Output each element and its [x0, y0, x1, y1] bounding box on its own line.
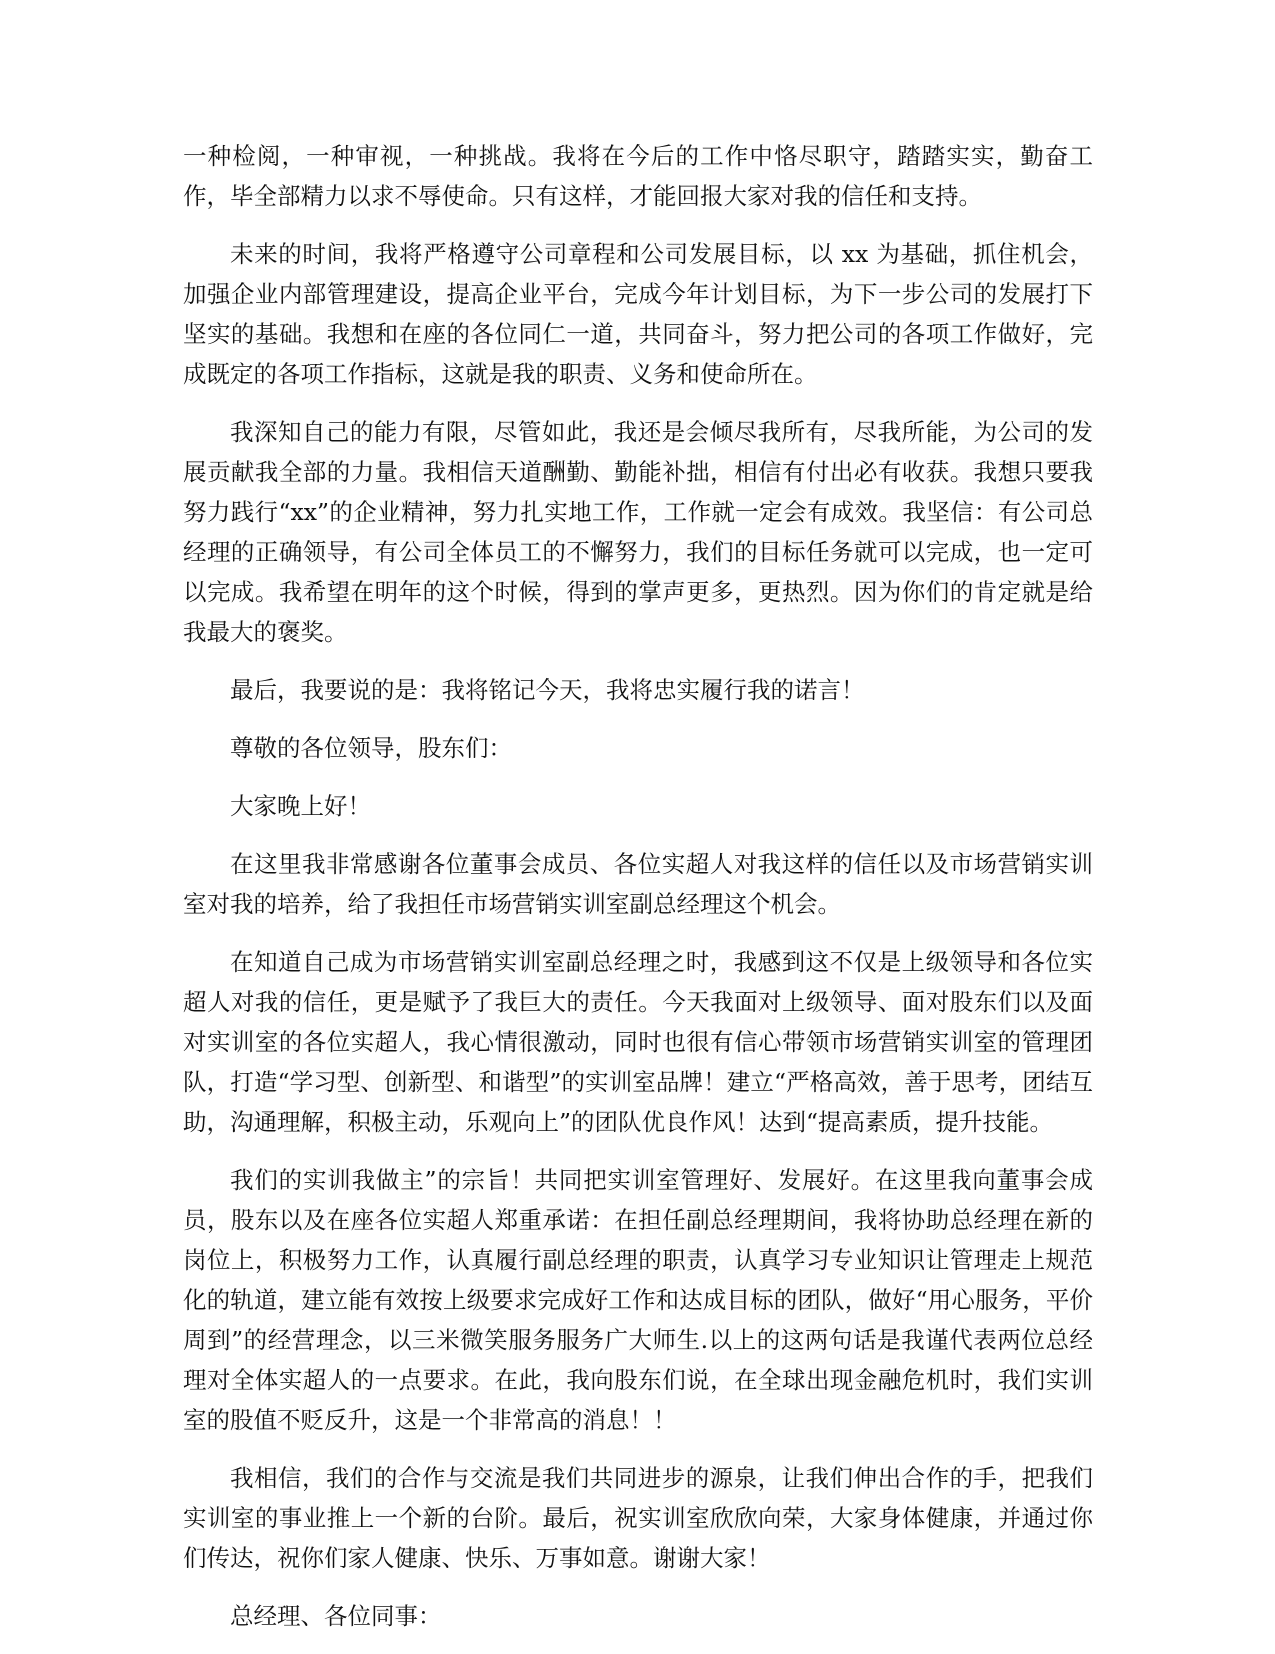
paragraph: 一种检阅，一种审视，一种挑战。我将在今后的工作中恪尽职守，踏踏实实，勤奋工作，毕全部精力以求不辱使命。只有这样，才能回报大家对我的信任和支持。	[183, 142, 1093, 210]
salutation: 总经理、各位同事：	[230, 1602, 442, 1630]
document-page	[183, 136, 1093, 1654]
paragraph: 在知道自己成为市场营销实训室副总经理之时，我感到这不仅是上级领导和各位实超人对我的信任，更是赋予了我巨大的责任。今天我面对上级领导、面对股东们以及面对实训室的各位实超人，我心情很激动，同时也很有信心带领市场营销实训室的管理团队，打造“学习型、创新型、和谐型”的实训室品牌！建立“严格高效，善于思考，团结互助，沟通理解，积极主动，乐观向上”的团队优良作风！达到“提高素质，提升技能。	[183, 948, 1093, 1136]
paragraph: 我们的实训我做主”的宗旨！共同把实训室管理好、发展好。在这里我向董事会成员，股东以及在座各位实超人郑重承诺：在担任副总经理期间，我将协助总经理在新的岗位上，积极努力工作，认真履行副总经理的职责，认真学习专业知识让管理走上规范化的轨道，建立能有效按上级要求完成好工作和达成目标的团队，做好“用心服务，平价周到”的经营理念，以三米微笑服务服务广大师生.以上的这两句话是我谨代表两位总经理对全体实超人的一点要求。在此，我向股东们说，在全球出现金融危机时，我们实训室的股值不贬反升，这是一个非常高的消息！！	[183, 1166, 1093, 1434]
paragraph: 我相信，我们的合作与交流是我们共同进步的源泉，让我们伸出合作的手，把我们实训室的事业推上一个新的台阶。最后，祝实训室欣欣向荣，大家身体健康，并通过你们传达，祝你们家人健康、快乐、万事如意。谢谢大家！	[183, 1464, 1093, 1572]
paragraph: 我深知自己的能力有限，尽管如此，我还是会倾尽我所有，尽我所能，为公司的发展贡献我全部的力量。我相信天道酬勤、勤能补拙，相信有付出必有收获。我想只要我努力践行“xx”的企业精神，努力扎实地工作，工作就一定会有成效。我坚信：有公司总经理的正确领导，有公司全体员工的不懈努力，我们的目标任务就可以完成，也一定可以完成。我希望在明年的这个时候，得到的掌声更多，更热烈。因为你们的肯定就是给我最大的褒奖。	[183, 418, 1093, 646]
salutation: 尊敬的各位领导，股东们：	[230, 734, 512, 762]
paragraph: 最后，我要说的是：我将铭记今天，我将忠实履行我的诺言！	[230, 676, 865, 704]
paragraph: 未来的时间，我将严格遵守公司章程和公司发展目标，以 xx 为基础，抓住机会，加强企业内部管理建设，提高企业平台，完成今年计划目标，为下一步公司的发展打下坚实的基础。我想和在座的各位同仁一道，共同奋斗，努力把公司的各项工作做好，完成既定的各项工作指标，这就是我的职责、义务和使命所在。	[183, 240, 1093, 388]
paragraph: 在这里我非常感谢各位董事会成员、各位实超人对我这样的信任以及市场营销实训室对我的培养，给了我担任市场营销实训室副总经理这个机会。	[183, 850, 1093, 918]
greeting: 大家晚上好！	[230, 792, 371, 820]
